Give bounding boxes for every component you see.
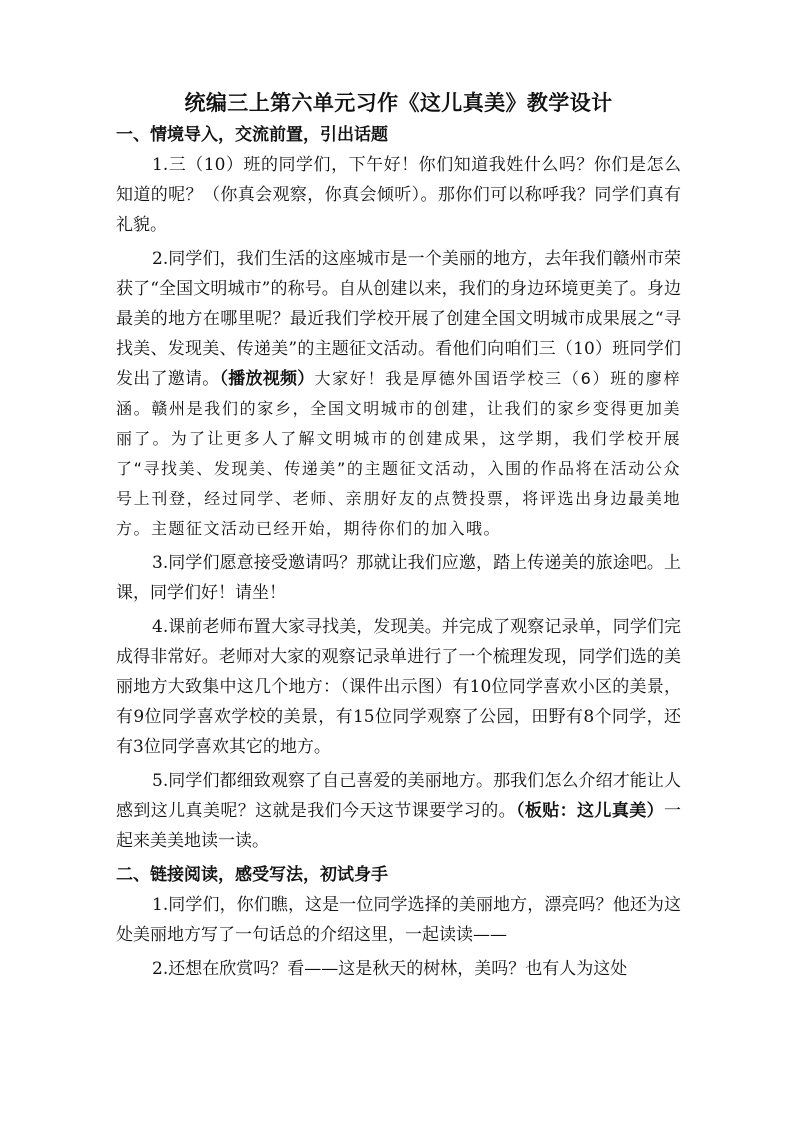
section-1-heading: 一、情境导入，交流前置，引出话题 bbox=[116, 125, 388, 145]
paragraph-5-text: 5.同学们都细致观察了自己喜爱的美丽地方。那我们怎么介绍才能让人感到这儿真美呢？这就是我们今天这节课要学习的。 bbox=[116, 771, 681, 821]
section-2-paragraph-2: 2.还想在欣赏吗？看——这是秋天的树林，美吗？也有人为这处 bbox=[152, 959, 628, 979]
section-1-paragraph-4: 4.课前老师布置大家寻找美，发现美。并完成了观察记录单，同学们完成得非常好。老师对大家的观察记录单进行了一个梳理发现，同学们选的美丽地方大致集中这几个地方：（课件出示图）有10位同学喜欢小区的美景，有9位同学喜欢学校的美景，有15位同学观察了公园，田野有8个同学，还有3位同学喜欢其它的地方。 bbox=[116, 617, 681, 757]
section-1-paragraph-2 bbox=[116, 244, 681, 544]
paragraph-5-end: 一起来美美地读一读。 bbox=[116, 801, 681, 851]
paragraph-2-text: 2.同学们，我们生活的这座城市是一个美丽的地方，去年我们赣州市荣获了“全国文明城市”的称号。自从创建以来，我们的身边环境更美了。身边最美的地方在哪里呢？最近我们学校开展了创建全国文明城市成果展之“寻找美、发现美、传递美”的主题征文活动。看他们向咱们三（10）班同学们发出了邀请。 bbox=[116, 249, 681, 389]
section-1-paragraph-5 bbox=[116, 766, 681, 856]
section-1-paragraph-1: 1.三（10）班的同学们，下午好！你们知道我姓什么吗？你们是怎么知道的呢？（你真会观察，你真会倾听）。那你们可以称呼我？同学们真有礼貌。 bbox=[116, 155, 681, 235]
section-1-paragraph-3: 3.同学们愿意接受邀请吗？那就让我们应邀，踏上传递美的旅途吧。上课，同学们好！请坐！ bbox=[116, 553, 681, 603]
section-2-heading: 二、链接阅读，感受写法，初试身手 bbox=[116, 865, 388, 885]
video-transcript: 大家好！我是厚德外国语学校三（6）班的廖梓涵。赣州是我们的家乡，全国文明城市的创建，让我们的家乡变得更加美丽了。为了让更多人了解文明城市的创建成果，这学期，我们学校开展了“寻找美、发现美、传递美”的主题征文活动，入围的作品将在活动公众号上刊登，经过同学、老师、亲朋好友的点赞投票，将评选出身边最美地方。主题征文活动已经开始，期待你们的加入哦。 bbox=[116, 369, 682, 538]
board-note: （板贴：这儿真美） bbox=[515, 801, 664, 821]
play-video-note: （播放视频） bbox=[219, 369, 315, 389]
document-title: 统编三上第六单元习作《这儿真美》教学设计 bbox=[184, 90, 613, 115]
document-page bbox=[116, 88, 681, 988]
section-2-paragraph-1: 1.同学们，你们瞧，这是一位同学选择的美丽地方，漂亮吗？他还为这处美丽地方写了一句话总的介绍这里，一起读读—— bbox=[116, 895, 681, 945]
